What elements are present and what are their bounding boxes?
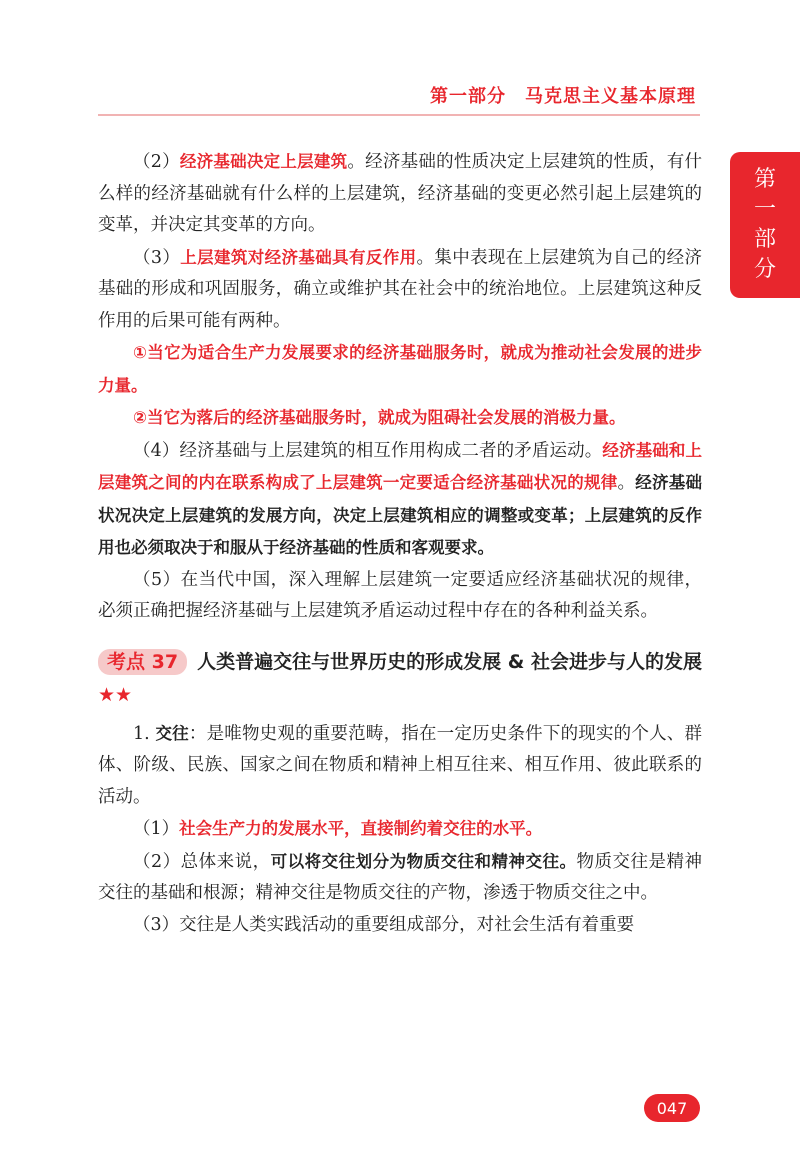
item-number: （1） [133, 819, 180, 839]
star-rating: ★★ [98, 683, 133, 706]
paragraph-2 [98, 146, 702, 242]
item-number: （2） [133, 851, 181, 872]
paragraph-text: 构成二者的矛盾运动。 [426, 440, 603, 461]
sub-item-3 [98, 910, 702, 942]
paragraph-4 [98, 435, 702, 565]
bold-text: 可以将交往划分为物质交往和精神交往。 [270, 851, 577, 871]
key-point: 经济基础决定上层建筑 [179, 152, 348, 171]
paragraph-3a [98, 337, 702, 402]
key-point: 经济基础和上层建筑之间的内在联系构成了上层建筑一定要适合经济基础状况的规律 [98, 440, 703, 492]
kaodian-badge: 考点 37 [98, 649, 187, 675]
paragraph-text: ：是唯物史观的重要范畴，指在一定历史条件下的现实的个人、群体、阶级、民族、国家之间在物质和精神上相互往来、相互作用、彼此联系的活动。 [98, 723, 702, 807]
sub-item-1 [98, 813, 702, 846]
item-number: （2） [133, 152, 180, 172]
item-number: （5） [133, 569, 181, 590]
paragraph-text: 在当代中国，深入理解上层建筑一定要适应经济基础状况的规律，必须正确把握经济基础与上层建筑矛盾运动过程中存在的各种利益关系。 [98, 569, 702, 621]
paragraph-3b [98, 402, 702, 435]
paragraph-text: 。集中表现在上层建筑为自己的经济基础的形成和巩固服务，确立或维护其在社会中的统治地位。上层建筑这种反作用的后果可能有两种。 [98, 247, 703, 331]
side-tab-char: 一 [753, 197, 776, 222]
paragraph-text: 。 [617, 473, 636, 493]
section-heading [98, 646, 702, 712]
paragraph-text: 经济基础与上层建筑的相互作用 [179, 440, 427, 461]
page-number: 047 [644, 1094, 700, 1122]
paragraph-text: 总体来说， [180, 851, 271, 872]
item-number: 1. [133, 723, 150, 744]
side-tab-char: 第 [753, 167, 776, 192]
paragraph-text: 交往是人类实践活动的重要组成部分，对社会生活有着重要 [179, 914, 635, 935]
bold-text: 经济基础状况决定上层建筑的发展方向，决定上层建筑相应的调整或变革；上层建筑的反作用也必须取决于和服从于经济基础的性质和客观要求。 [98, 473, 703, 557]
item-1 [98, 718, 702, 814]
paragraph-3 [98, 242, 702, 338]
page-body [98, 146, 702, 941]
paragraph-5 [98, 565, 702, 628]
sub-item-2 [98, 846, 702, 910]
key-point: ②当它为落后的经济基础服务时，就成为阻碍社会发展的消极力量。 [133, 408, 626, 427]
term: 交往 [155, 723, 189, 743]
item-number: （4） [133, 440, 180, 461]
item-number: （3） [133, 914, 180, 935]
section-side-tab [730, 152, 800, 298]
key-point: ①当它为适合生产力发展要求的经济基础服务时，就成为推动社会发展的进步力量。 [98, 343, 702, 395]
header-title: 第一部分 马克思主义基本原理 [430, 86, 696, 107]
key-point: 上层建筑对经济基础具有反作用 [180, 247, 417, 267]
item-number: （3） [133, 247, 181, 268]
paragraph-text: 。经济基础的性质决定上层建筑的性质，有什么样的经济基础就有什么样的上层建筑，经济基础的变更必然引起上层建筑的变革，并决定其变革的方向。 [98, 152, 703, 235]
side-tab-char: 分 [753, 257, 776, 282]
side-tab-char: 部 [753, 227, 776, 252]
key-point: 社会生产力的发展水平，直接制约着交往的水平。 [179, 819, 543, 838]
running-header [98, 82, 700, 116]
section-title: 人类普遍交往与世界历史的形成发展 & 社会进步与人的发展 [197, 650, 702, 673]
paragraph-text: 物质交往是精神交往的基础和根源；精神交往是物质交往的产物，渗透于物质交往之中。 [98, 851, 703, 903]
